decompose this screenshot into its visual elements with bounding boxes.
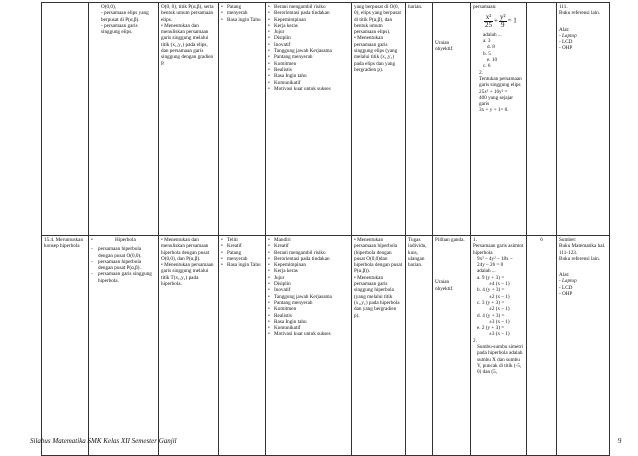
instrument-example-cell: persamaan: $\frac{\text{x²}}{25}$ + $\frac{\text{y²}}{9}$ = 1 adalah ... a. 3 d. 8 b. 5 e. 10 c. 6 2. Tentukan persamaan garis singgung elips 25x² + 16y² = 400 yang sejajar garis 3x + y + 1= 0. xyxy=(471,3,527,236)
table-row xyxy=(42,3,610,236)
learning-activity-cell: • Menentukan dan menuliskan persamaan hiperbola dengan pusat O(0,0), dan P(α,β). • Menentukan persamaan garis singgung melalui titik T(x₁,y₁) pada hiperbola. xyxy=(159,236,219,456)
character-cell: • Mandiri • Kreatif • Berani mengambil risiko • Berorientasi pada tindakan • Kepemimpinan • Kerja keras • Jujur • Disiplin • Inovatif • Tanggung jawab Kerjasama • Pantang menyerah • Komitmen • Realistis • Rasa Ingin tahu • Komunikatif • Motivasi kuat untuk sukses xyxy=(266,236,352,456)
competency-cell xyxy=(42,3,89,236)
source-cell: 111. Buku referensi lain. Alat: - Laptop - LCD - OHP xyxy=(557,3,610,236)
material-cell: O(0,0), - persamaan elips yang berpusat di P(α,β). - persamaan garis singgung elips. xyxy=(89,3,159,236)
ellipse-equation: $\frac{\text{x²}}{25}$ + $\frac{\text{y²}}{9}$ = 1 xyxy=(485,13,517,29)
time-cell: 6 xyxy=(527,236,557,456)
page-footer: Silabus Matematika SMK Kelas XII Semester Ganjil xyxy=(30,437,177,445)
character-cell: • Berani mengambil risiko • Berorientasi pada tindakan • Kepemimpinan • Kerja keras • Jujur • Disiplin • Inovatif • Tanggung jawab Kerjasama • Pantang menyerah • Komitmen • Realistis • Rasa Ingin tahu • Komunikatif • Motivasi kuat untuk sukses xyxy=(266,3,352,236)
instrument-form-cell: Uraian obyektif. xyxy=(433,3,471,236)
source-cell: Sumber: Buku Matematika hal. 111-123. Buku referensi lain. Alat: - Laptop - LCD - OHP xyxy=(557,236,610,456)
instrument-form-cell: Pilihan ganda. Uraian obyektif. xyxy=(433,236,471,456)
learning-activity-cell: O(0, 0), titik P(α,β), serta bentuk umum persamaan elips. • Menentukan dan menuliskan persamaan garis singgung melalui titik (x₁,y₁) pada elips, dan persamaan garis singgung dengan gradien P. xyxy=(159,3,219,236)
time-cell xyxy=(527,3,557,236)
instrument-example-cell: 1. Persamaan garis asimtot hiperbola 9x² – 4y² – 18x – 24y – 26 = 0 adalah ... a. 9 (y + 3) = ±4 (x – 1) b. 4 (y + 3) = ±2 (x – 1) c. 3 (y + 3) = ±2 (x – 1) d. 4 (y + 3) = ±3 (x – 1) e. 2 (y + 3) = ±3 (x – 1) 2. Sumbu-sumbu simetri pada hiperbola adalah sumbu X dan sumbu Y, puncak di titik (-5, 0) dan (5, xyxy=(471,236,527,456)
technique-cell: harian. xyxy=(406,3,433,236)
technique-cell: Tugas individu, kuis, ulangan harian. xyxy=(406,236,433,456)
material-cell: • Hiperbola - persamaan hiperbola dengan pusat O(0,0). - persamaan hiperbola dengan pusat P(α,β). - persamaan garis singgung hiperbola. xyxy=(89,236,159,456)
values-cell: • Teliti • Kreatif • Patang • menyerah • Rasa ingin Tahu xyxy=(219,236,266,456)
page-number: 9 xyxy=(618,437,622,445)
table-row xyxy=(42,236,610,456)
competency-cell: 15.4. Merumuskan konsep hiperbola xyxy=(42,236,89,456)
indicator-cell: yang berpusat di O(0, 0), elips yang berpusat di titik P(α,β), dan bentuk umum persamaan elips). • Menentukan persamaan garis singgung elips (yang melalui titik (x₁,y₁) pada elips dan yang bergradien p). xyxy=(352,3,406,236)
indicator-cell: • Menentukan persamaan hiperbola (hiperbola dengan pusat O(0,0)dan hiperbola dengan pusat P(α,β)). • Menentukan persamaan garis singgung hiperbola (yang melalui titik (x₁,y₁) pada hiperbola dan yang bergradien p). xyxy=(352,236,406,456)
syllabus-table xyxy=(41,2,610,456)
values-cell: • Patang • menyerah • Rasa ingin Tahu xyxy=(219,3,266,236)
